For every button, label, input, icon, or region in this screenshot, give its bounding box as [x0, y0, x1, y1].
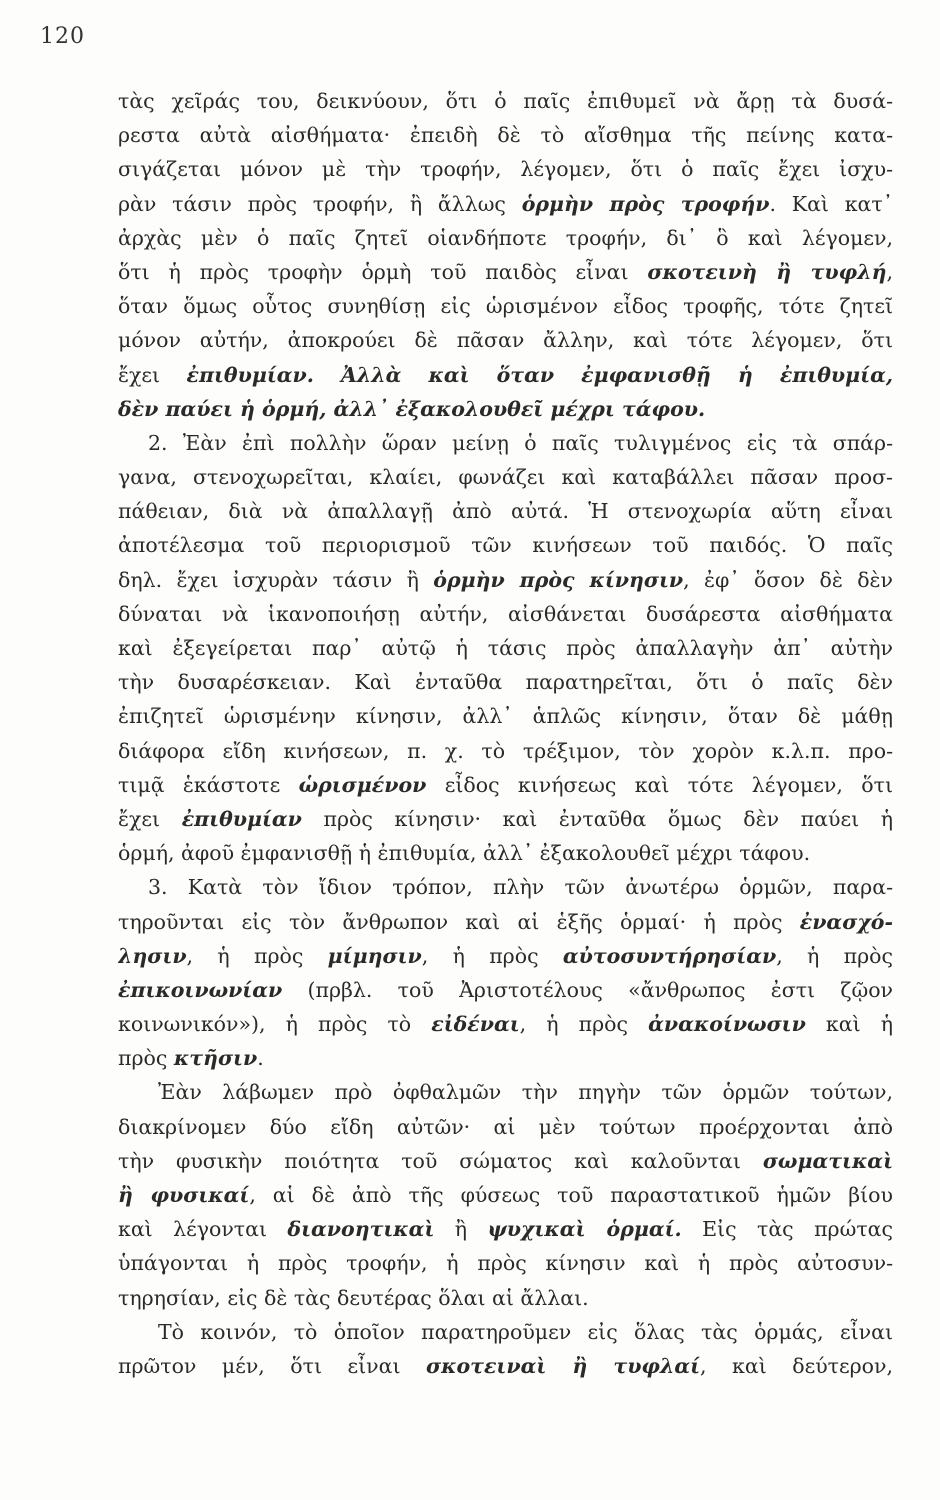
emphasized-term: ἢ φυσικαί [118, 1183, 250, 1207]
emphasized-term: ὡρισμένον [298, 772, 427, 797]
text-line [118, 1281, 893, 1315]
text-run: τηρησίαν, εἰς δὲ τὰς δευτέρας ὅλαι αἱ ἄλλαι. [118, 1285, 589, 1310]
text-line [118, 563, 893, 597]
text-run: . [257, 1046, 264, 1071]
text-line [118, 426, 893, 460]
text-run: . Καὶ κατ᾽ [769, 191, 893, 216]
emphasized-term: ὁρμὴν πρὸς τροφήν [521, 191, 770, 216]
emphasized-term: εἰδέναι [431, 1012, 520, 1037]
emphasized-term: μίμησιν [327, 943, 422, 968]
emphasized-term: ὁρμὴν πρὸς κίνησιν [433, 567, 684, 592]
text-line [118, 870, 893, 904]
page-number: 120 [40, 24, 85, 49]
text-run: ρεστα αὐτὰ αἰσθήματα· ἐπειδὴ δὲ τὸ αἴσθημα τῆς πείνης κατα- [118, 123, 893, 148]
text-run: Ἐὰν λάβωμεν πρὸ ὀφθαλμῶν τὴν πηγὴν τῶν ὁρμῶν τούτων, [158, 1080, 893, 1105]
emphasized-term: αὐτοσυντήρησίαν [562, 943, 777, 968]
text-run: τὴν φυσικὴν ποιότητα τοῦ σώματος καὶ καλοῦνται [118, 1148, 763, 1173]
text-run: ἔχει [118, 362, 187, 387]
text-run: , ἡ πρὸς [421, 943, 563, 968]
text-line [118, 631, 893, 665]
text-run: , αἱ δὲ ἀπὸ τῆς φύσεως τοῦ παραστατικοῦ ἡμῶν βίου [249, 1183, 893, 1207]
text-run: (πρβλ. τοῦ Ἀριστοτέλους «ἄνθρωπος ἐστι ζῷον [282, 977, 893, 1002]
text-line [118, 1007, 893, 1041]
text-line [118, 802, 893, 836]
text-line [118, 1212, 893, 1246]
emphasized-term: δὲν παύει ἡ ὁρμή, ἀλλ᾽ ἐξακολουθεῖ μέχρι τάφου. [118, 396, 706, 421]
text-line [118, 494, 893, 528]
emphasized-term: σωματικαὶ [762, 1148, 893, 1173]
text-line [118, 84, 893, 118]
text-run: δύναται νὰ ἱκανοποιήσῃ αὐτήν, αἰσθάνεται δυσάρεστα αἰσθήματα [118, 601, 893, 626]
text-run: κοινωνικόν»), ἡ πρὸς τὸ [118, 1012, 432, 1037]
text-line [118, 1041, 893, 1075]
emphasized-term: ἐπιθυμίαν. Ἀλλὰ καὶ ὅταν ἐμφανισθῇ ἡ ἐπιθυμία, [186, 362, 893, 387]
text-line [118, 665, 893, 699]
text-run: τὴν δυσαρέσκειαν. Καὶ ἐνταῦθα παρατηρεῖται, ὅτι ὁ παῖς δὲν [118, 670, 893, 695]
emphasized-term: ψυχικαὶ ὁρμαί. [487, 1217, 682, 1242]
text-run: ἀρχὰς μὲν ὁ παῖς ζητεῖ οἱανδήποτε τροφήν, δι᾽ ὃ καὶ λέγομεν, [118, 225, 893, 250]
text-run: πρὸς κίνησιν· καὶ ἐνταῦθα ὅμως δὲν παύει ἡ [301, 806, 893, 831]
text-run: ὅταν ὅμως οὗτος συνηθίσῃ εἰς ὡρισμένον εἶδος τροφῆς, τότε ζητεῖ [118, 294, 893, 319]
emphasized-term: ἀνακοίνωσιν [648, 1012, 806, 1037]
text-line [118, 1349, 893, 1383]
emphasized-term: διανοητικαὶ [287, 1217, 435, 1242]
text-line [118, 1315, 893, 1349]
text-line [118, 939, 893, 973]
emphasized-term: κτῆσιν [173, 1046, 258, 1071]
text-run: ὅτι ἡ πρὸς τροφὴν ὁρμὴ τοῦ παιδὸς εἶναι [118, 259, 648, 284]
text-run: διάφορα εἴδη κινήσεων, π. χ. τὸ τρέξιμον, τὸν χορὸν κ.λ.π. προ- [118, 738, 893, 763]
text-run: , [886, 259, 893, 284]
text-line [118, 1178, 893, 1212]
text-run: , ἡ πρὸς [776, 943, 893, 968]
text-run: τιμᾷ ἑκάστοτε [118, 772, 299, 797]
emphasized-term: ἐπικοινωνίαν [118, 977, 283, 1002]
text-run: , ἡ πρὸς [519, 1012, 649, 1037]
text-run: ἀποτέλεσμα τοῦ περιορισμοῦ τῶν κινήσεων τοῦ παιδός. Ὁ παῖς [118, 533, 893, 558]
text-line [118, 699, 893, 733]
text-run: ὁρμή, ἀφοῦ ἐμφανισθῇ ἡ ἐπιθυμία, ἀλλ᾽ ἐξακολουθεῖ μέχρι τάφου. [118, 841, 811, 866]
text-line [118, 734, 893, 768]
text-run: καὶ λέγονται [118, 1217, 288, 1242]
text-line [118, 973, 893, 1007]
text-run: Τὸ κοινόν, τὸ ὁποῖον παρατηροῦμεν εἰς ὅλας τὰς ὁρμάς, εἶναι [158, 1319, 893, 1344]
text-line [118, 597, 893, 631]
emphasized-term: ἐπιθυμίαν [181, 806, 302, 831]
text-run: ἢ [434, 1217, 488, 1242]
body-text [118, 84, 893, 1383]
text-run: ρὰν τάσιν πρὸς τροφήν, ἢ ἄλλως [118, 191, 522, 216]
emphasized-term: λησιν [118, 943, 187, 968]
text-run: τηροῦνται εἰς τὸν ἄνθρωπον καὶ αἱ ἑξῆς ὁρμαί· ἡ πρὸς [118, 909, 800, 934]
text-line [118, 187, 893, 221]
text-line [118, 768, 893, 802]
text-run: διακρίνομεν δύο εἴδη αὐτῶν· αἱ μὲν τούτων προέρχονται ἀπὸ [118, 1114, 893, 1139]
emphasized-term: ἐνασχό- [799, 909, 893, 934]
text-run: ἔχει [118, 806, 182, 831]
text-run: δηλ. ἔχει ἰσχυρὰν τάσιν ἢ [118, 567, 434, 592]
text-line [118, 836, 893, 870]
text-line [118, 358, 893, 392]
text-run: 2. Ἐὰν ἐπὶ πολλὴν ὥραν μείνῃ ὁ παῖς τυλιγμένος εἰς τὰ σπάρ- [148, 430, 893, 455]
text-run: τὰς χεῖράς του, δεικνύουν, ὅτι ὁ παῖς ἐπιθυμεῖ νὰ ἄρῃ τὰ δυσά- [118, 89, 893, 113]
text-line [118, 1144, 893, 1178]
text-line [118, 289, 893, 323]
text-run: ἐπιζητεῖ ὡρισμένην κίνησιν, ἀλλ᾽ ἁπλῶς κίνησιν, ὅταν δὲ μάθῃ [118, 704, 893, 729]
text-run: Εἰς τὰς πρώτας [681, 1217, 893, 1242]
text-run: πρῶτον μέν, ὅτι εἶναι [118, 1353, 427, 1378]
text-run: καὶ ἐξεγείρεται παρ᾽ αὐτῷ ἡ τάσις πρὸς ἀπαλλαγὴν ἀπ᾽ αὐτὴν [118, 636, 893, 660]
text-line [118, 392, 893, 426]
text-line [118, 460, 893, 494]
text-run: , ἐφ᾽ ὅσον δὲ δὲν [683, 567, 893, 592]
emphasized-term: σκοτεινὴ ἢ τυφλή [647, 259, 887, 284]
text-line [118, 118, 893, 152]
text-line [118, 905, 893, 939]
text-run: καὶ ἡ [805, 1012, 893, 1037]
text-line [118, 152, 893, 186]
text-run: ὑπάγονται ἡ πρὸς τροφήν, ἡ πρὸς κίνησιν καὶ ἡ πρὸς αὐτοσυν- [118, 1251, 893, 1276]
emphasized-term: σκοτειναὶ ἢ τυφλαί [426, 1353, 701, 1378]
text-run: , ἡ πρὸς [186, 943, 328, 968]
text-line [118, 1075, 893, 1109]
text-line [118, 1110, 893, 1144]
text-line [118, 1246, 893, 1280]
text-run: 3. Κατὰ τὸν ἴδιον τρόπον, πλὴν τῶν ἀνωτέρω ὁρμῶν, παρα- [148, 875, 893, 900]
text-run: πρὸς [118, 1046, 174, 1071]
text-run: σιγάζεται μόνον μὲ τὴν τροφήν, λέγομεν, ὅτι ὁ παῖς ἔχει ἰσχυ- [118, 157, 893, 182]
text-line [118, 255, 893, 289]
text-run: εἶδος κινήσεως καὶ τότε λέγομεν, ὅτι [426, 772, 893, 797]
text-line [118, 528, 893, 562]
text-run: , καὶ δεύτερον, [700, 1353, 893, 1378]
text-line [118, 221, 893, 255]
text-run: μόνον αὐτήν, ἀποκρούει δὲ πᾶσαν ἄλλην, καὶ τότε λέγομεν, ὅτι [118, 328, 893, 353]
text-run: γανα, στενοχωρεῖται, κλαίει, φωνάζει καὶ καταβάλλει πᾶσαν προσ- [118, 465, 893, 490]
text-line [118, 323, 893, 357]
text-run: πάθειαν, διὰ νὰ ἀπαλλαγῇ ἀπὸ αὐτά. Ἡ στενοχωρία αὕτη εἶναι [118, 499, 893, 524]
